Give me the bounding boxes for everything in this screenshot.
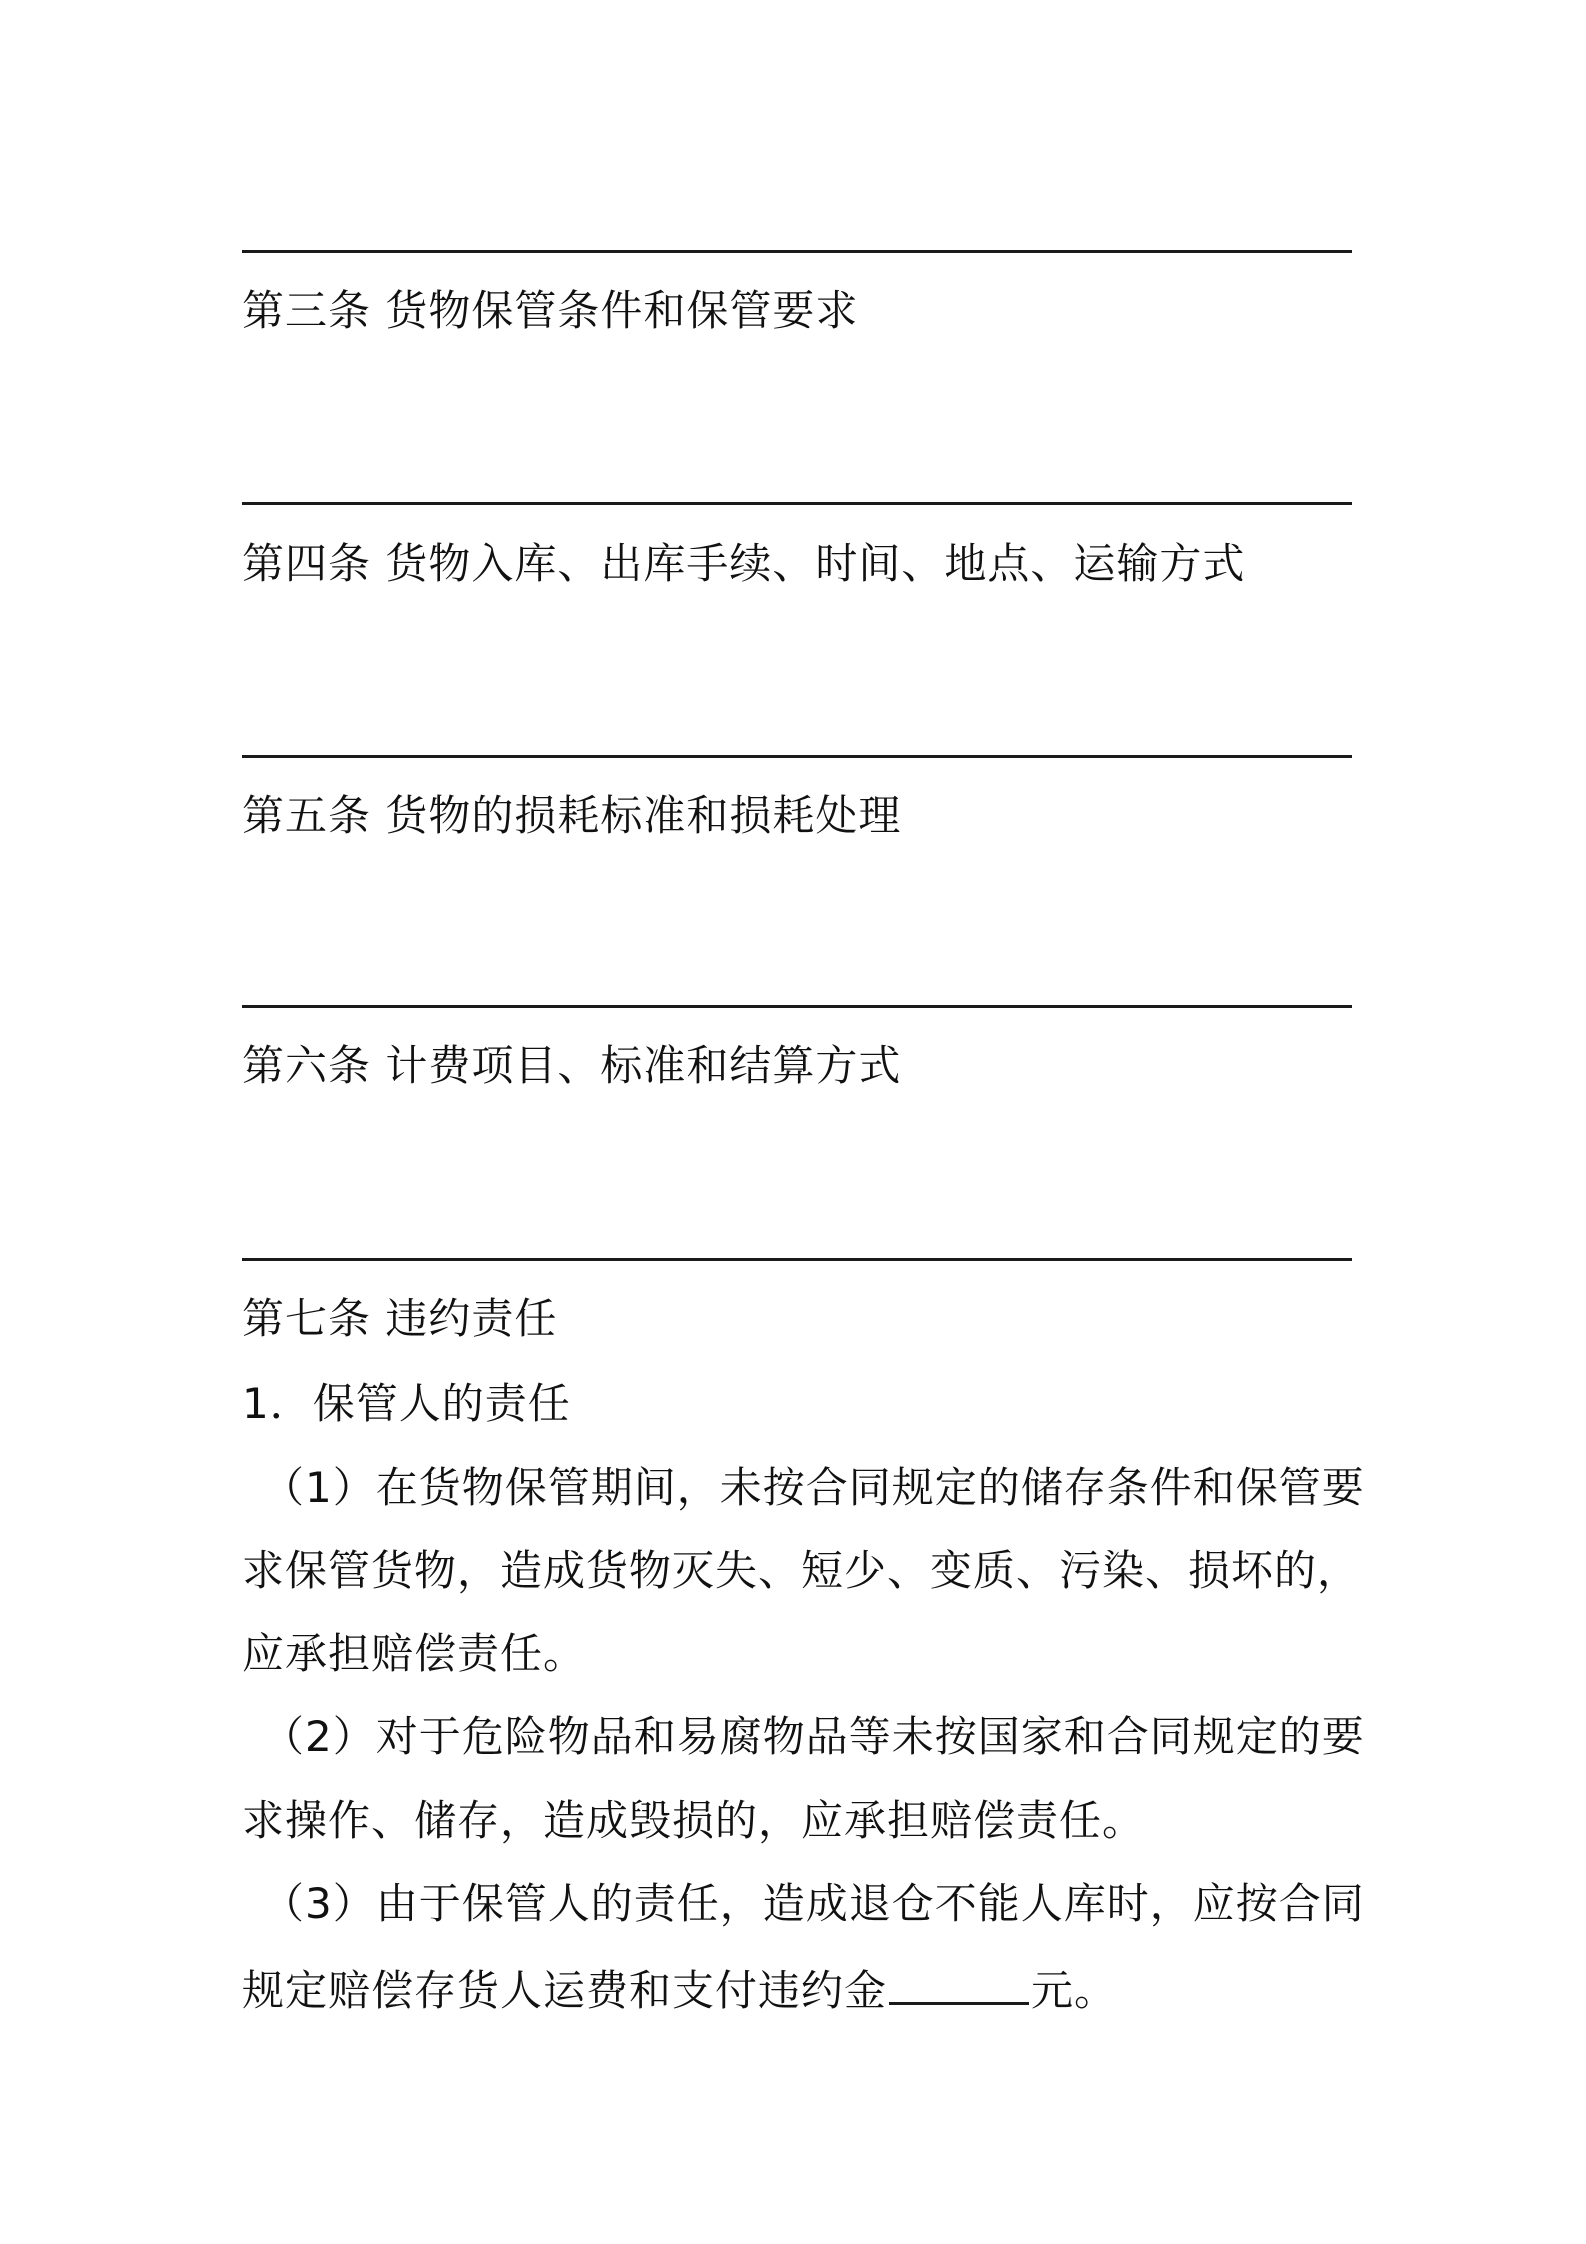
para-3-line-2	[242, 1966, 1118, 2015]
fill-in-line-2	[242, 502, 1352, 505]
fill-in-line-1	[242, 250, 1352, 253]
liability-heading: 1．保管人的责任	[242, 1379, 571, 1428]
para-1-line-3: 应承担赔偿责任。	[242, 1629, 587, 1678]
penalty-amount-blank	[889, 1966, 1029, 2005]
para-3-line-2-text: 规定赔偿存货人运费和支付违约金	[242, 1966, 888, 2015]
para-2-line-1: （2）对于危险物品和易腐物品等未按国家和合同规定的要	[262, 1712, 1365, 1761]
clause-3-title: 第三条 货物保管条件和保管要求	[242, 286, 859, 335]
clause-7-title: 第七条 违约责任	[242, 1294, 558, 1343]
clause-5-title: 第五条 货物的损耗标准和损耗处理	[242, 791, 902, 840]
fill-in-line-3	[242, 755, 1352, 758]
para-3-line-2-suffix: 元。	[1031, 1966, 1118, 2015]
para-1-line-1: （1）在货物保管期间，未按合同规定的储存条件和保管要	[262, 1463, 1365, 1512]
para-3-line-1: （3）由于保管人的责任，造成退仓不能人库时，应按合同	[262, 1879, 1365, 1928]
para-1-line-2: 求保管货物，造成货物灭失、短少、变质、污染、损坏的，	[242, 1546, 1361, 1595]
fill-in-line-4	[242, 1005, 1352, 1008]
para-2-line-2: 求操作、储存，造成毁损的，应承担赔偿责任。	[242, 1796, 1146, 1845]
clause-6-title: 第六条 计费项目、标准和结算方式	[242, 1041, 902, 1090]
fill-in-line-5	[242, 1258, 1352, 1261]
clause-4-title: 第四条 货物入库、出库手续、时间、地点、运输方式	[242, 539, 1246, 588]
